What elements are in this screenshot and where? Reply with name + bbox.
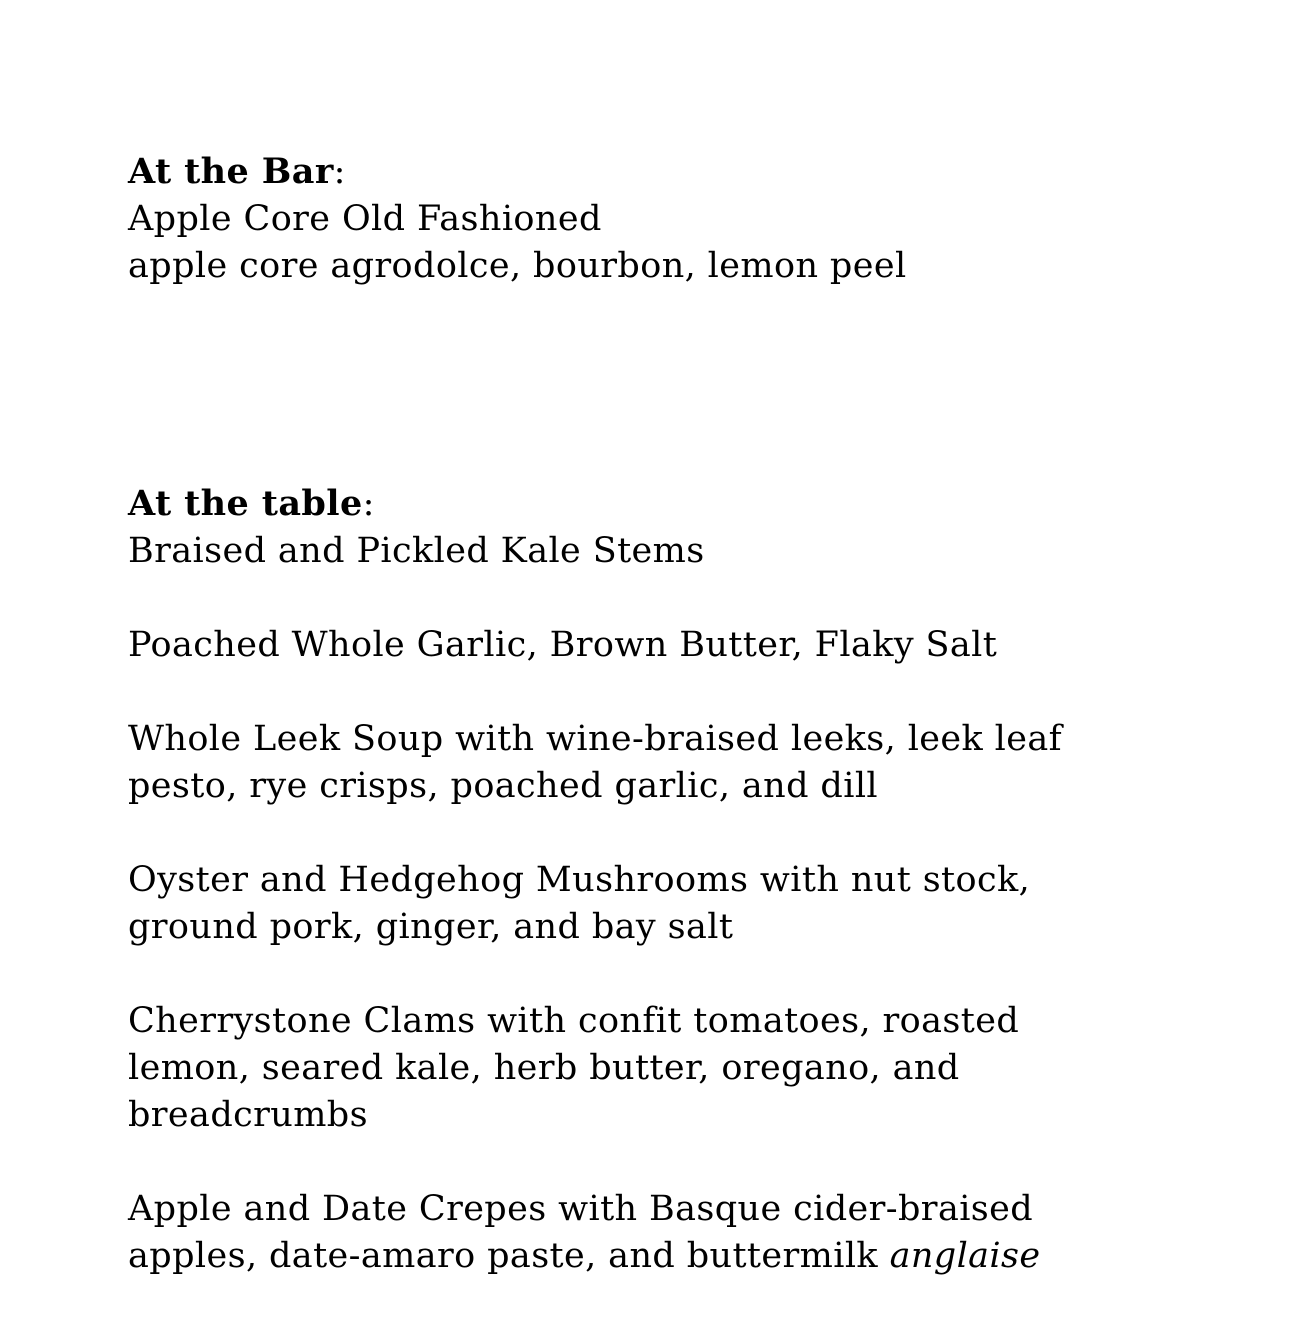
dish-kale-stems (128, 528, 1228, 575)
dish-line: Apple and Date Crepes with Basque cider-braised (128, 1189, 1034, 1229)
dish-line-last (128, 1233, 1228, 1280)
dish-line: breadcrumbs (128, 1095, 368, 1135)
bar-section (128, 148, 1228, 290)
dish-line: lemon, seared kale, herb butter, oregano, and (128, 1048, 960, 1088)
dish-line: Poached Whole Garlic, Brown Butter, Flaky Salt (128, 625, 998, 665)
bar-heading (128, 148, 1228, 196)
dish-line-text: apples, date-amaro paste, and buttermilk (128, 1236, 890, 1276)
table-heading (128, 480, 1228, 528)
bar-heading-colon: : (333, 152, 346, 192)
dish-line: Oyster and Hedgehog Mushrooms with nut stock, (128, 860, 1031, 900)
dish-line: pesto, rye crisps, poached garlic, and dill (128, 766, 879, 806)
dish-poached-garlic (128, 622, 1228, 669)
dish-crepes (128, 1186, 1228, 1280)
dish-line: Whole Leek Soup with wine-braised leeks, leek leaf (128, 719, 1062, 759)
table-heading-text: At the table (128, 483, 363, 524)
dish-line: Cherrystone Clams with confit tomatoes, roasted (128, 1001, 1020, 1041)
dish-italic-word: anglaise (889, 1236, 1041, 1276)
dish-mushrooms (128, 857, 1228, 951)
menu-document (128, 148, 1228, 1276)
table-heading-colon: : (362, 484, 375, 524)
dish-line: Braised and Pickled Kale Stems (128, 531, 705, 571)
dish-leek-soup (128, 716, 1228, 810)
table-section (128, 480, 1228, 1280)
dish-line: ground pork, ginger, and bay salt (128, 907, 734, 947)
bar-drink-name: Apple Core Old Fashioned (128, 199, 602, 239)
dish-clams (128, 998, 1228, 1139)
bar-drink-description: apple core agrodolce, bourbon, lemon peel (128, 246, 907, 286)
bar-heading-text: At the Bar (128, 151, 334, 192)
